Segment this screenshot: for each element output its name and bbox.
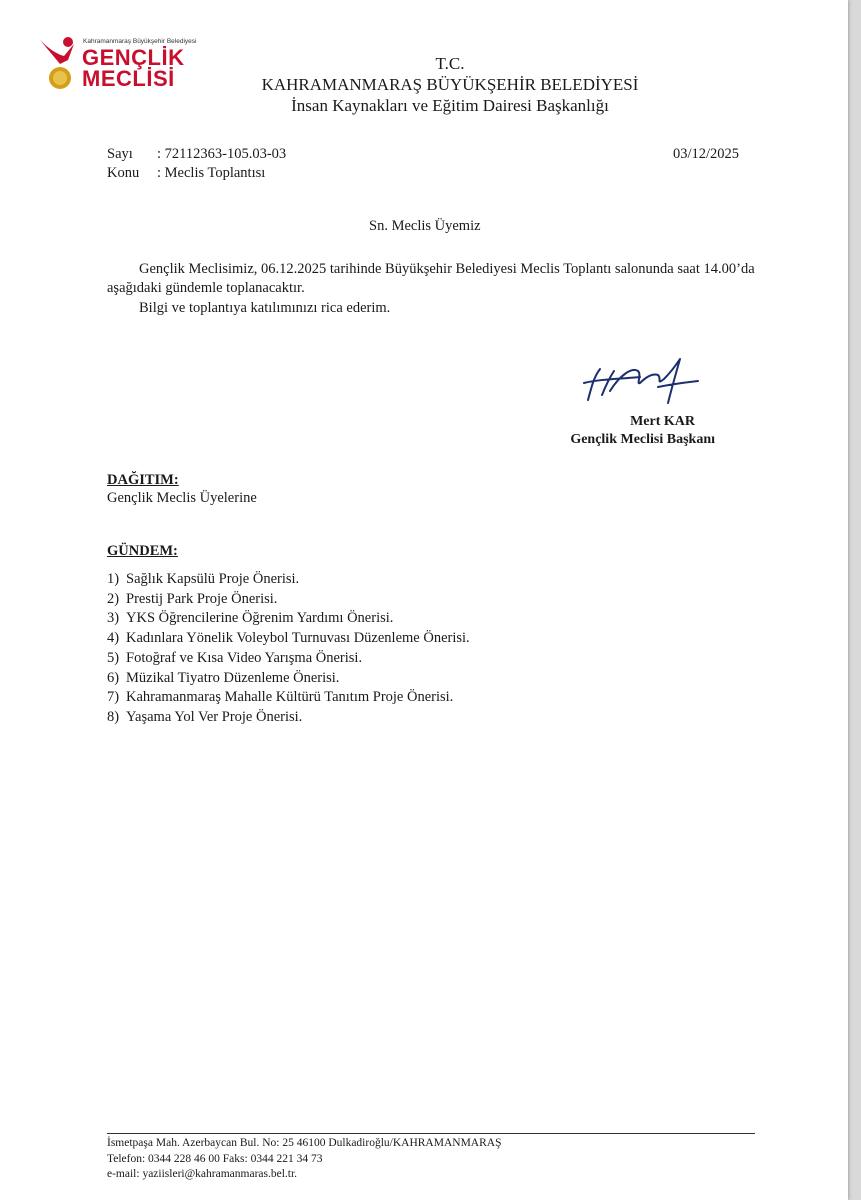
salutation: Sn. Meclis Üyemiz: [369, 218, 481, 234]
letterhead: [200, 53, 700, 116]
agenda-item-number: 3): [107, 610, 120, 627]
footer-email: e-mail: yaziisleri@kahramanmaras.bel.tr.: [107, 1168, 298, 1180]
footer: [107, 1136, 501, 1183]
logo-municipality-text: Kahramanmaraş Büyükşehir Belediyesi: [83, 38, 197, 45]
konu-label: Konu: [107, 165, 140, 181]
logo-word-meclisi: MECLİSİ: [82, 66, 175, 91]
header-tc: T.C.: [435, 54, 465, 73]
agenda-item-number: 1): [107, 571, 120, 587]
agenda-item-text: Yaşama Yol Ver Proje Önerisi.: [126, 708, 303, 725]
agenda-item-text: Fotoğraf ve Kısa Video Yarışma Önerisi.: [126, 649, 363, 666]
body-paragraph-2: Bilgi ve toplantıya katılımınızı rica ederim.: [139, 300, 391, 316]
agenda-item: [107, 708, 470, 728]
agenda-item: [107, 590, 470, 610]
agenda-item: [107, 649, 470, 669]
agenda-item-text: Sağlık Kapsülü Proje Önerisi.: [126, 571, 300, 587]
agenda-item: [107, 669, 470, 689]
agenda-item-number: 4): [107, 630, 120, 647]
logo-word-genclik: GENÇLİK: [82, 45, 185, 70]
genclik-meclisi-logo: [38, 32, 197, 96]
sayi-label: Sayı: [107, 146, 133, 162]
konu-value: : Meclis Toplantısı: [157, 165, 266, 181]
agenda-list: [107, 570, 470, 728]
agenda-item: [107, 570, 470, 590]
agenda-item-text: YKS Öğrencilerine Öğrenim Yardımı Önerisi.: [126, 610, 394, 627]
agenda-item: [107, 688, 470, 708]
agenda-item-number: 6): [107, 669, 120, 686]
agenda-item-number: 7): [107, 689, 120, 706]
distribution-heading: DAĞITIM:: [107, 472, 179, 488]
agenda-item-text: Prestij Park Proje Önerisi.: [126, 590, 278, 607]
header-department: İnsan Kaynakları ve Eğitim Dairesi Başkanlığı: [291, 96, 609, 115]
body-paragraph-1: Gençlik Meclisimiz, 06.12.2025 tarihinde Büyükşehir Belediyesi Meclis Toplantı salonunda saat 14.00’da aşağıdaki gündemle toplanacaktır.: [107, 261, 755, 296]
handwritten-signature: [580, 355, 705, 410]
agenda-item-text: Kahramanmaraş Mahalle Kültürü Tanıtım Proje Önerisi.: [126, 689, 454, 706]
agenda-item-number: 5): [107, 649, 120, 666]
agenda-item-text: Müzikal Tiyatro Düzenleme Önerisi.: [126, 669, 340, 686]
youth-figure-icon: [38, 34, 82, 94]
distribution-value: Gençlik Meclis Üyelerine: [107, 490, 257, 506]
agenda-item-number: 8): [107, 708, 120, 725]
document-date: 03/12/2025: [672, 146, 739, 162]
footer-divider: [107, 1133, 755, 1134]
agenda-heading: GÜNDEM:: [107, 543, 178, 559]
agenda-item: [107, 609, 470, 629]
signer-title: Gençlik Meclisi Başkanı: [570, 432, 715, 447]
agenda-item-text: Kadınlara Yönelik Voleybol Turnuvası Düzenleme Önerisi.: [126, 630, 470, 647]
footer-address: İsmetpaşa Mah. Azerbaycan Bul. No: 25 46100 Dulkadiroğlu/KAHRAMANMARAŞ: [107, 1137, 502, 1149]
footer-phone: Telefon: 0344 228 46 00 Faks: 0344 221 34 73: [107, 1152, 323, 1165]
signer-name: Mert KAR: [630, 414, 695, 429]
sayi-value: : 72112363-105.03-03: [157, 146, 287, 162]
header-municipality: KAHRAMANMARAŞ BÜYÜKŞEHİR BELEDİYESİ: [261, 75, 639, 94]
agenda-item-number: 2): [107, 590, 120, 607]
agenda-item: [107, 629, 470, 649]
